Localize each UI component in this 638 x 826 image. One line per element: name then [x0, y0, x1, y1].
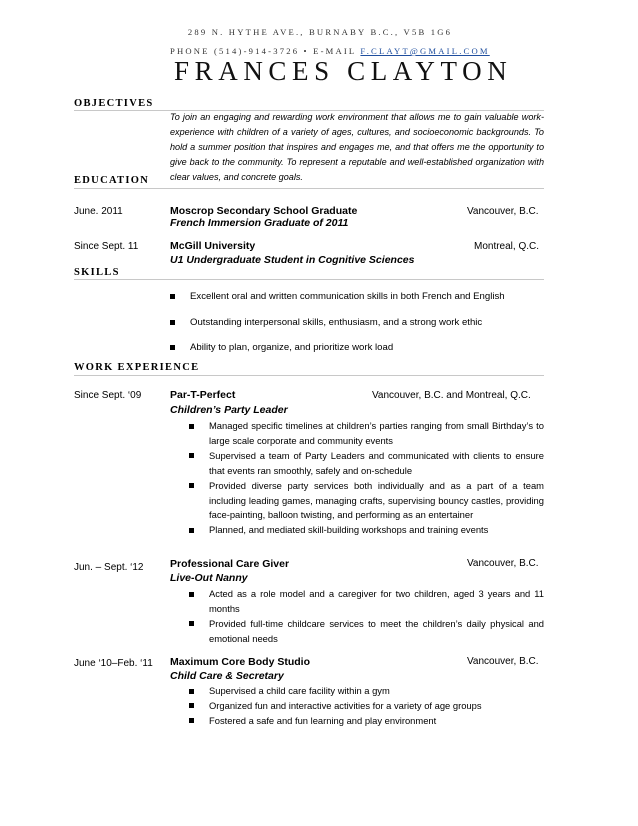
duty-item: Supervised a child care facility within a gym — [189, 684, 544, 699]
duty-item: Provided full-time childcare services to meet the children’s daily physical and emotional needs — [189, 617, 544, 647]
job-title: Live-Out Nanny — [170, 572, 248, 584]
duty-item: Fostered a safe and fun learning and play environment — [189, 714, 544, 729]
phone-text: PHONE (514)-914-3726 • E-MAIL — [170, 46, 361, 56]
job-date: Jun. – Sept. ‘12 — [74, 562, 144, 573]
skill-item: Excellent oral and written communication skills in both French and English — [170, 289, 544, 315]
bullet-icon — [189, 483, 194, 488]
job-employer: Professional Care Giver — [170, 558, 290, 570]
duty-item: Supervised a team of Party Leaders and communicated with clients to ensure that events ran smoothly, safely and on-schedule — [189, 449, 544, 479]
job-duties — [189, 684, 544, 729]
bullet-icon — [189, 424, 194, 429]
education-program: French Immersion Graduate of 2011 — [170, 217, 349, 229]
bullet-icon — [189, 621, 194, 626]
duty-item: Planned, and mediated skill-building workshops and training events — [189, 523, 544, 538]
divider — [74, 279, 544, 280]
job-duties — [189, 419, 544, 538]
job-duties — [189, 587, 544, 647]
objectives-text: To join an engaging and rewarding work environment that allows me to gain valuable work-experience with children of a variety of ages, cultures, and socioeconomic backgrounds. To hold a summer position that inspires and engages me, and that offers me the opportunity to give back to the community. To represent a reputable and well-established organization with clear values, and concrete goals. — [170, 112, 544, 183]
education-program: U1 Undergraduate Student in Cognitive Sciences — [170, 254, 415, 266]
job-date: June ‘10–Feb. ‘11 — [74, 658, 153, 669]
job-location: Vancouver, B.C. — [467, 558, 539, 569]
bullet-icon — [170, 294, 175, 299]
education-heading: EDUCATION — [74, 175, 150, 186]
education-date: June. 2011 — [74, 206, 123, 217]
job-title: Child Care & Secretary — [170, 670, 284, 682]
skill-item: Ability to plan, organize, and prioritize work load — [170, 340, 544, 366]
job-location: Vancouver, B.C. and Montreal, Q.C. — [372, 390, 531, 401]
duty-item: Managed specific timelines at children’s parties ranging from small Birthday’s to large scale corporate and community events — [189, 419, 544, 449]
bullet-icon — [189, 718, 194, 723]
bullet-icon — [170, 320, 175, 325]
education-school: McGill University — [170, 240, 256, 252]
job-location: Vancouver, B.C. — [467, 656, 539, 667]
candidate-name: FRANCES CLAYTON — [174, 56, 513, 86]
job-employer: Maximum Core Body Studio — [170, 656, 311, 668]
duty-item: Provided diverse party services both individually and as a part of a team including leading games, managing crafts, supervising bouncy castles, providing face-painting, balloon twisting, and performing as an entertainer — [189, 479, 544, 524]
bullet-icon — [189, 453, 194, 458]
skills-list — [170, 289, 544, 366]
email-link[interactable]: F.CLAYT@GMAIL.COM — [360, 46, 490, 56]
contact-line — [170, 46, 490, 56]
contact-address: 289 N. HYTHE AVE., BURNABY B.C., V5B 1G6 — [187, 27, 453, 37]
job-title: Children’s Party Leader — [170, 404, 288, 416]
education-location: Montreal, Q.C. — [474, 241, 540, 252]
education-school: Moscrop Secondary School Graduate — [170, 205, 358, 217]
job-date: Since Sept. ‘09 — [74, 390, 142, 401]
divider — [74, 188, 544, 189]
job-employer: Par-T-Perfect — [170, 389, 236, 401]
bullet-icon — [189, 592, 194, 597]
divider — [74, 375, 544, 376]
skills-heading: SKILLS — [74, 267, 120, 278]
bullet-icon — [189, 528, 194, 533]
education-date: Since Sept. 11 — [74, 241, 139, 252]
work-heading: WORK EXPERIENCE — [74, 362, 200, 373]
education-location: Vancouver, B.C. — [467, 206, 539, 217]
objectives-heading: OBJECTIVES — [74, 98, 154, 109]
bullet-icon — [189, 703, 194, 708]
duty-item: Organized fun and interactive activities for a variety of age groups — [189, 699, 544, 714]
skill-item: Outstanding interpersonal skills, enthusiasm, and a strong work ethic — [170, 315, 544, 341]
bullet-icon — [170, 345, 175, 350]
duty-item: Acted as a role model and a caregiver for two children, aged 3 years and 11 months — [189, 587, 544, 617]
bullet-icon — [189, 689, 194, 694]
